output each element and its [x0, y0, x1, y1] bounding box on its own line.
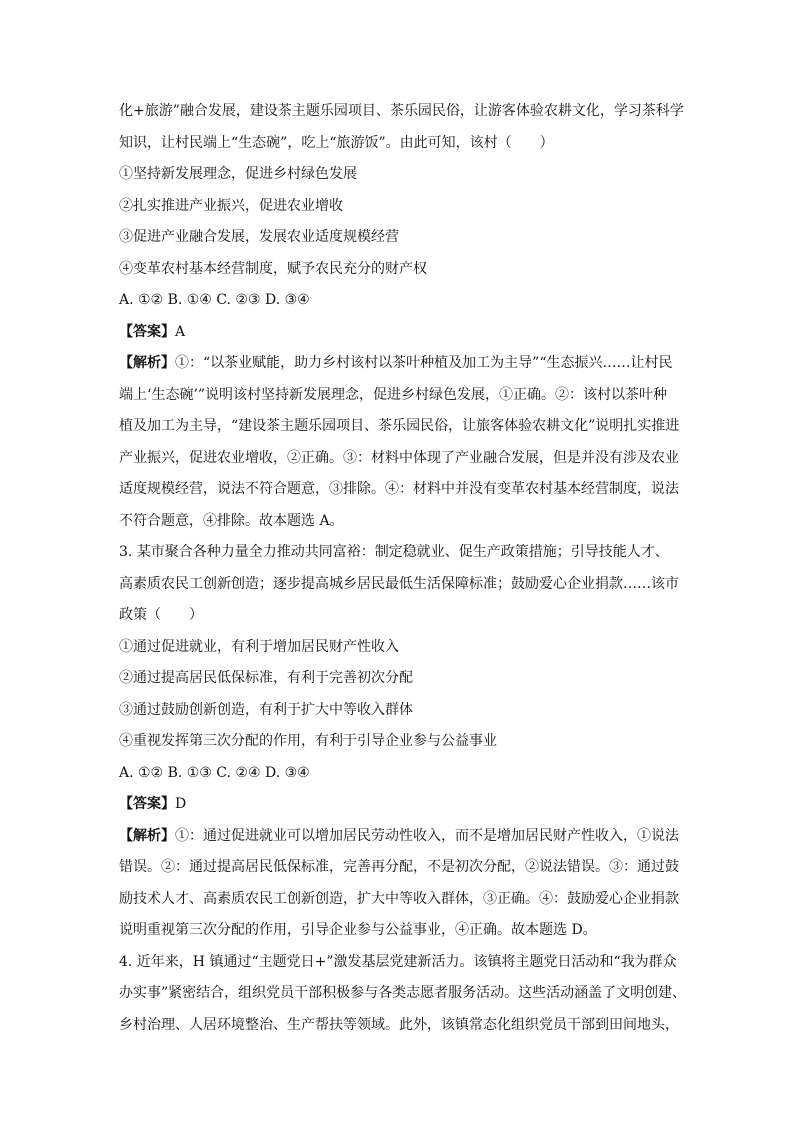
q2-answer-label: 【答案】 [119, 323, 175, 340]
q2-analysis-line-6: 不符合题意，④排除。故本题选 A。 [119, 512, 344, 529]
q2-analysis-line-3: 植及加工为主导，“建设茶主题乐园项目、茶乐园民俗，让旅客体验农耕文化”说明扎实推进 [119, 418, 680, 434]
q2-analysis-label: 【解析】 [119, 355, 175, 371]
q3-analysis-line-2: 错误。②：通过提高居民低保标准，完善再分配，不是初次分配，②说法错误。③：通过鼓 [119, 859, 679, 875]
q3-answer [119, 789, 675, 821]
q2-option-1: ①坚持新发展理念，促进乡村绿色发展 [119, 166, 357, 182]
q2-analysis-line-4: 产业振兴，促进农业增收，②正确。③：材料中体现了产业融合发展，但是并没有涉及农业 [119, 449, 679, 466]
q3-analysis-line-1 [119, 821, 679, 853]
q4-stem-line-2: 办实事”紧密结合，组织党员干部积极参与各类志愿者服务活动。这些活动涵盖了文明创建、 [119, 985, 687, 1001]
q2-analysis-line-1 [119, 348, 675, 380]
q2-option-4: ④变革农村基本经营制度，赋予农民充分的财产权 [119, 260, 427, 277]
q3-option-1: ①通过促进就业，有利于增加居民财产性收入 [119, 638, 399, 655]
q4-stem-line-3: 乡村治理、人居环境整治、生产帮扶等领域。此外，该镇常态化组织党员干部到田间地头， [119, 1016, 679, 1033]
page-content [119, 96, 687, 1041]
q2-option-3: ③促进产业融合发展，发展农业适度规模经营 [119, 229, 399, 245]
q2-stem-line-2: 知识，让村民端上“生态碗”，吃上“旅游饭”。由此可知，该村（ ） [119, 134, 554, 151]
q2-analysis-line-5: 适度规模经营，说法不符合题意，③排除。④：材料中并没有变革农村基本经营制度，说法 [119, 481, 679, 497]
q3-analysis-line-4: 说明重视第三次分配的作用，引导企业参与公益事业，④正确。故本题选 D。 [119, 922, 597, 938]
q2-option-2: ②扎实推进产业振兴，促进农业增收 [119, 197, 343, 214]
q2-analysis-text-1: ①：“以茶业赋能，助力乡村该村以茶叶种植及加工为主导”“生态振兴……让村民 [175, 355, 673, 371]
q3-choices: A. ①② B. ①③ C. ②④ D. ③④ [119, 764, 310, 781]
q4-stem-line-1: 4. 近年来，H 镇通过“主题党日+”激发基层党建新活力。该镇将主题党日活动和“我为群众 [119, 953, 677, 970]
q3-analysis-text-1: ①：通过促进就业可以增加居民劳动性收入，而不是增加居民财产性收入，①说法 [175, 827, 679, 844]
q2-answer [119, 317, 675, 349]
q2-answer-value: A [175, 323, 186, 340]
q3-answer-label: 【答案】 [119, 796, 175, 812]
q3-option-4: ④重视发挥第三次分配的作用，有利于引导企业参与公益事业 [119, 733, 497, 749]
q3-option-2: ②通过提高居民低保标准，有利于完善初次分配 [119, 670, 413, 686]
q3-analysis-line-3: 励技术人才、高素质农民工创新创造，扩大中等收入群体，③正确。④：鼓励爱心企业捐款 [119, 890, 679, 907]
q2-stem-line-1: 化+旅游”融合发展，建设茶主题乐园项目、茶乐园民俗，让游客体验农耕文化，学习茶科学 [119, 103, 684, 119]
q2-choices: A. ①② B. ①④ C. ②③ D. ③④ [119, 292, 310, 308]
q3-option-3: ③通过鼓励创新创造，有利于扩大中等收入群体 [119, 701, 413, 718]
q3-stem-line-1: 3. 某市聚合各种力量全力推动共同富裕：制定稳就业、促生产政策措施；引导技能人才、 [119, 544, 669, 560]
q3-answer-value: D [175, 796, 187, 812]
q3-analysis-label: 【解析】 [119, 827, 175, 844]
q2-analysis-line-2: 端上‘生态碗’”说明该村坚持新发展理念，促进乡村绿色发展，①正确。②：该村以茶叶种 [119, 386, 668, 403]
q3-stem-line-2: 高素质农民工创新创造；逐步提高城乡居民最低生活保障标准；鼓励爱心企业捐款……该市 [119, 575, 679, 592]
q3-stem-line-3: 政策（ ） [119, 607, 203, 623]
